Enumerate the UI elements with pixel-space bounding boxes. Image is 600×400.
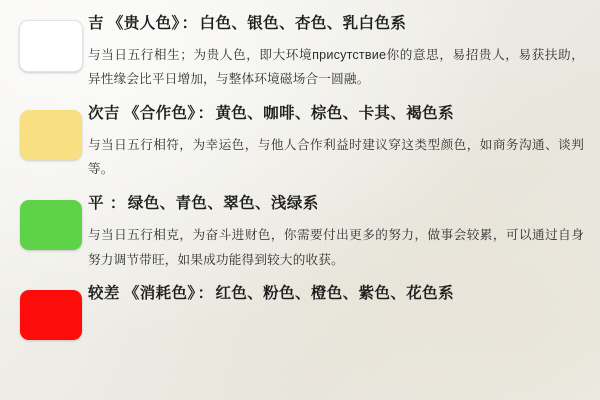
heading-colon: ：: [109, 195, 126, 213]
entry-heading: [88, 14, 584, 35]
text-cell: [88, 12, 590, 92]
grade-label: 平: [88, 195, 104, 213]
swatch-cell: [14, 282, 88, 340]
category-title: 《合作色》: [123, 105, 196, 123]
list-item: [14, 192, 590, 272]
entry-heading: [88, 104, 584, 125]
swatch-cell: [14, 192, 88, 250]
text-cell: [88, 102, 590, 182]
swatch-cell: [14, 102, 88, 160]
list-item: [14, 282, 590, 340]
red-swatch: [20, 290, 82, 340]
color-names: 黄色、咖啡、棕色、卡其、褐色系: [215, 105, 454, 123]
entry-body: 与当日五行相生；为贵人色，即大环境присутствие你的意思，易招贵人，易获扶助，异性缘会比平日增加，与整体环境磁场合一圆融。: [88, 47, 584, 87]
heading-colon: ：: [181, 15, 198, 32]
text-cell: [88, 282, 590, 305]
yellow-swatch: [20, 110, 82, 160]
grade-label: 较差: [88, 285, 120, 303]
list-item: [14, 102, 590, 182]
grade-label: 次吉: [88, 105, 120, 123]
entry-heading: [88, 194, 584, 215]
heading-colon: ：: [197, 105, 214, 123]
color-names: 绿色、青色、翠色、浅绿系: [127, 195, 319, 213]
entry-heading: [88, 284, 584, 305]
green-swatch: [20, 200, 82, 250]
color-names: 红色、粉色、橙色、紫色、花色系: [215, 285, 454, 303]
entry-body: 与当日五行相克，为奋斗进财色，你需要付出更多的努力，做事会较累，可以通过自身努力调节带旺，如果成功能得到较大的收获。: [88, 227, 584, 267]
color-names: 白色、银色、杏色、乳白色系: [199, 15, 407, 32]
white-swatch: [19, 20, 83, 72]
swatch-cell: [14, 12, 88, 72]
list-item: [14, 12, 590, 92]
grade-label: 吉: [88, 15, 104, 32]
category-title: 《贵人色》: [107, 15, 180, 32]
category-title: 《消耗色》: [123, 285, 196, 303]
text-cell: [88, 192, 590, 272]
heading-colon: ：: [197, 285, 214, 303]
entry-body: 与当日五行相符，为幸运色，与他人合作利益时建议穿这类型颜色，如商务沟通、谈判等。: [88, 137, 584, 177]
